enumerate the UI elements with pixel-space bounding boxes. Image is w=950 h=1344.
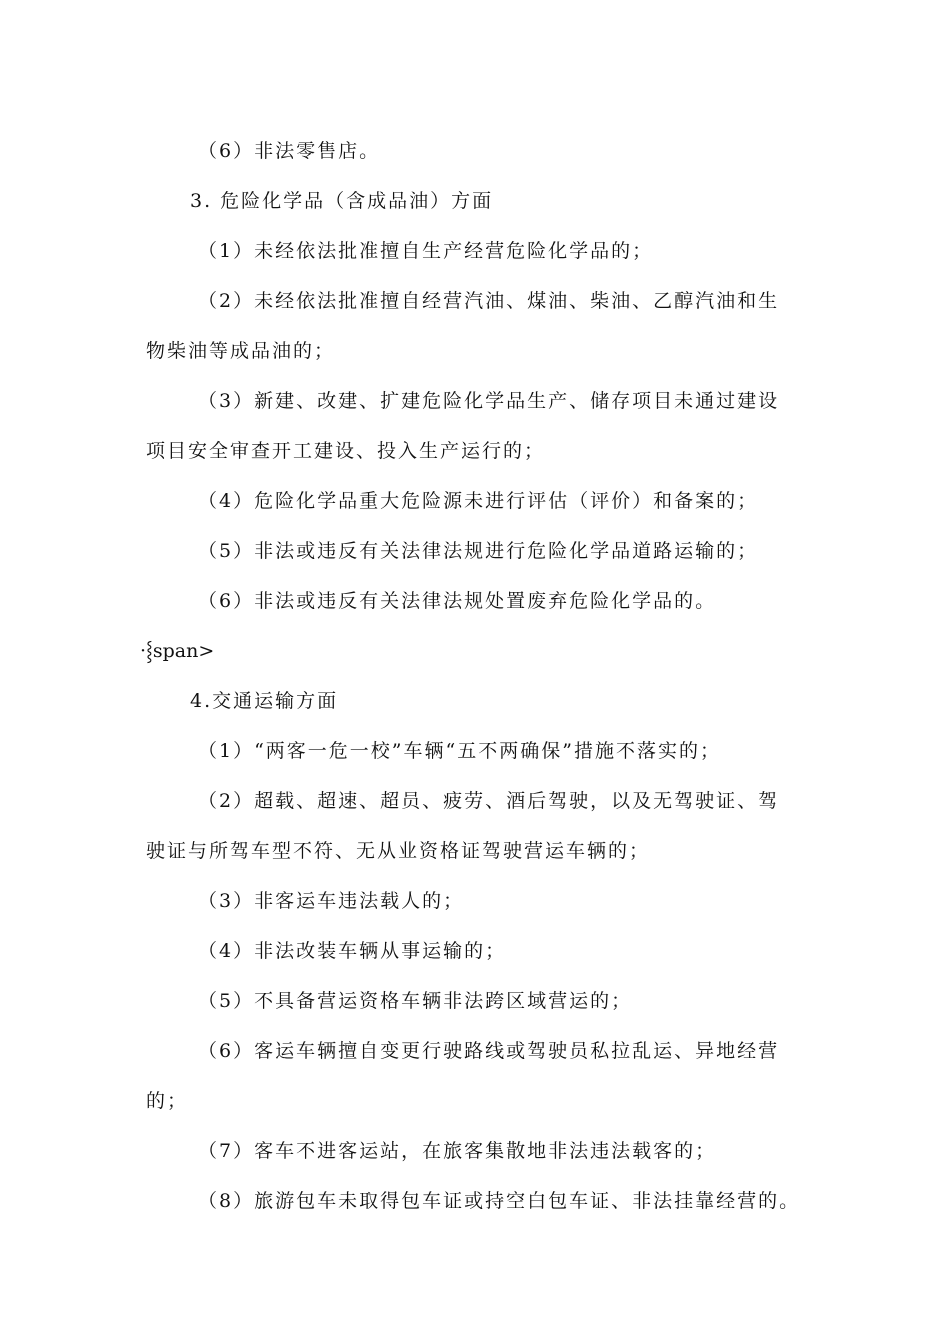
paragraph-line: （6）非法零售店。 <box>198 140 381 162</box>
section-heading: 4.交通运输方面 <box>190 690 339 712</box>
paragraph-line: （7）客车不进客运站，在旅客集散地非法违法载客的； <box>198 1140 717 1162</box>
paragraph-line: （6）非法或违反有关法律法规处置废弃危险化学品的。 <box>198 590 717 612</box>
paragraph-line: （4）非法改装车辆从事运输的； <box>198 940 507 962</box>
paragraph-line: 物柴油等成品油的； <box>146 340 336 362</box>
paragraph-line: （1）“两客一危一校”车辆“五不两确保”措施不落实的； <box>198 740 721 762</box>
stray-markup-text: ·⸾span> <box>140 640 215 662</box>
paragraph-line: 项目安全审查开工建设、投入生产运行的； <box>146 440 546 462</box>
paragraph-line: （3）新建、改建、扩建危险化学品生产、储存项目未通过建设 <box>198 390 780 412</box>
paragraph-line: 的； <box>146 1090 189 1112</box>
paragraph-line: （5）不具备营运资格车辆非法跨区域营运的； <box>198 990 633 1012</box>
section-heading: 3. 危险化学品（含成品油）方面 <box>190 190 494 212</box>
paragraph-line: （4）危险化学品重大危险源未进行评估（评价）和备案的； <box>198 490 759 512</box>
paragraph-line: （3）非客运车违法载人的； <box>198 890 465 912</box>
paragraph-line: （5）非法或违反有关法律法规进行危险化学品道路运输的； <box>198 540 759 562</box>
paragraph-line: （2）超载、超速、超员、疲劳、酒后驾驶，以及无驾驶证、驾 <box>198 790 780 812</box>
paragraph-line: （6）客运车辆擅自变更行驶路线或驾驶员私拉乱运、异地经营 <box>198 1040 780 1062</box>
paragraph-line: （8）旅游包车未取得包车证或持空白包车证、非法挂靠经营的。 <box>198 1190 801 1212</box>
paragraph-line: （1）未经依法批准擅自生产经营危险化学品的； <box>198 240 654 262</box>
paragraph-line: （2）未经依法批准擅自经营汽油、煤油、柴油、乙醇汽油和生 <box>198 290 780 312</box>
paragraph-line: 驶证与所驾车型不符、无从业资格证驾驶营运车辆的； <box>146 840 651 862</box>
